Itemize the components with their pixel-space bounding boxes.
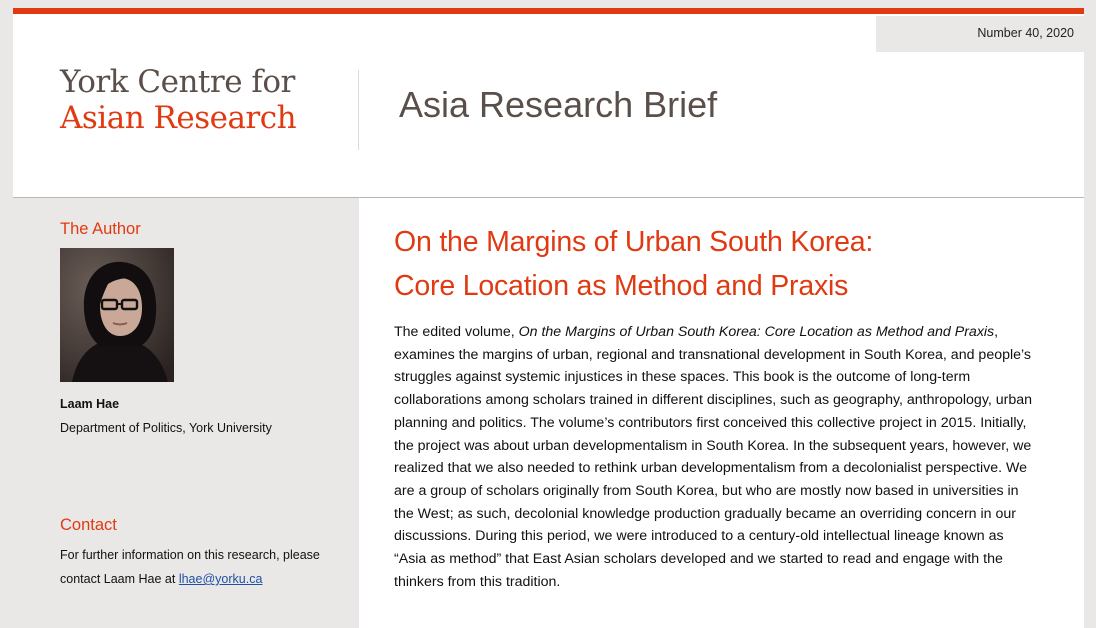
body-text: , examines the margins of urban, regional and transnational development in South Korea, and people’s struggles against systemic injustices in these spaces. This book is the outcome of long-term collaborations among scholars trained in different disciplines, such as geography, anthropology, urban planning and politics. The volume’s contributors first conceived this collective project in 2015. Initially, the project was about urban developmentalism in South Korea. In the subsequent years, however, we realized that we also needed to rethink urban developmentalism from a decolonialist perspective. We are a group of scholars originally from South Korea, but who are mostly now based in universities in the West; as such, decolonial knowledge production gradually became an overriding concern in our discussions. During this period, we were introduced to a century-old intellectual lineage known as “Asia as method” that East Asian scholars developed and we started to read and engage with the thinkers from this tradition. bbox=[394, 324, 1033, 590]
article-body bbox=[394, 321, 1034, 593]
issue-number: Number 40, 2020 bbox=[977, 26, 1074, 40]
contact-line-1: For further information on this research, please bbox=[60, 548, 320, 562]
sidebar bbox=[13, 198, 359, 628]
article-title-line-1: On the Margins of Urban South Korea: bbox=[394, 226, 874, 258]
author-photo bbox=[60, 248, 174, 382]
header-divider bbox=[358, 70, 359, 150]
contact-email-link[interactable]: lhae@yorku.ca bbox=[178, 572, 263, 586]
logo-line-1: York Centre for bbox=[60, 64, 295, 100]
author-department: Department of Politics, York University bbox=[60, 421, 272, 435]
article-title-line-2: Core Location as Method and Praxis bbox=[394, 270, 849, 302]
author-name: Laam Hae bbox=[60, 397, 120, 411]
article-title bbox=[394, 220, 873, 308]
issue-box bbox=[876, 16, 1084, 52]
research-brief-page bbox=[13, 8, 1084, 628]
body-book-title: On the Margins of Urban South Korea: Core Location as Method and Praxis bbox=[518, 324, 995, 340]
contact-heading: Contact bbox=[60, 516, 117, 534]
contact-line-2 bbox=[60, 572, 262, 586]
author-portrait-image bbox=[60, 248, 174, 382]
top-accent-rule bbox=[13, 8, 1084, 14]
body-prefix: The edited volume, bbox=[394, 324, 519, 340]
brief-title: Asia Research Brief bbox=[399, 84, 718, 125]
contact-prefix: contact Laam Hae at bbox=[60, 572, 179, 586]
author-heading: The Author bbox=[60, 220, 141, 238]
logo-line-2: Asian Research bbox=[60, 100, 297, 136]
